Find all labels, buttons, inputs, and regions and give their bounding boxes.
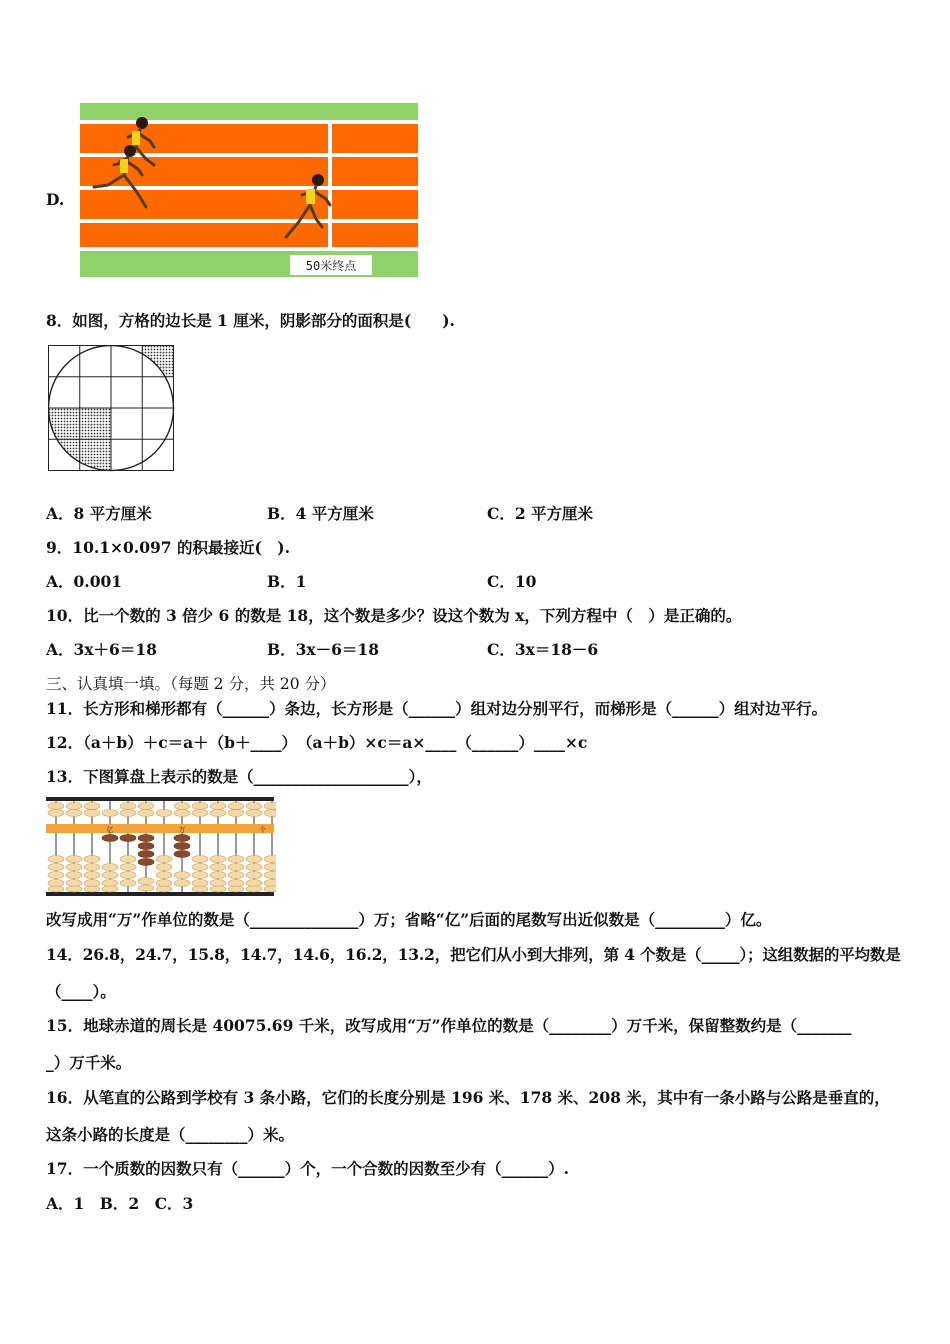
finish-sign-text: 50米终点: [305, 259, 357, 273]
question-14-text: 14．26.8，24.7，15.8，14.7，14.6，16.2，13.2，把它们从小到大排列，第 4 个数是（_____）；这组数据的平均数是: [46, 945, 901, 964]
question-13-text-2: 改写成用“万”作单位的数是（______________）万；省略“亿”后面的尾数写出近似数是（_________）亿。: [46, 910, 772, 929]
lane-3: [80, 190, 328, 219]
q8-option-a: A．8 平方厘米: [46, 504, 152, 523]
q8-option-c: C．2 平方厘米: [487, 504, 594, 523]
question-14-text-2: （____）。: [46, 982, 116, 1001]
abacus-label-yi: 亿: [106, 826, 114, 834]
q10-option-b: B．3x－6＝18: [267, 640, 379, 659]
q10-option-a: A．3x＋6＝18: [46, 640, 157, 659]
grid-circle-figure: [48, 345, 176, 472]
question-17-text: 17．一个质数的因数只有（______）个，一个合数的因数至少有（______）.: [46, 1159, 569, 1178]
question-13-text: 13．下图算盘上表示的数是（____________________），: [46, 767, 432, 786]
q9-option-b: B．1: [267, 572, 307, 591]
abacus-label-ge: 个: [259, 826, 267, 834]
abacus-beam: [46, 824, 274, 833]
question-15-text: 15．地球赤道的周长是 40075.69 千米，改写成用“万”作单位的数是（________）万千米，保留整数约是（_______: [46, 1016, 852, 1035]
question-16-text: 16．从笔直的公路到学校有 3 条小路，它们的长度分别是 196 米、178 米、208 米，其中有一条小路与公路是垂直的，: [46, 1088, 890, 1107]
q9-option-c: C．10: [487, 572, 537, 591]
question-10-text: 10．比一个数的 3 倍少 6 的数是 18，这个数是多少？设这个数为 x，下列方程中（ ）是正确的。: [46, 606, 742, 625]
abacus-figure: [46, 797, 276, 899]
section-3-heading: 三、认真填一填。（每题 2 分，共 20 分）: [46, 675, 336, 693]
question-8-text: 8．如图，方格的边长是 1 厘米，阴影部分的面积是( ).: [46, 311, 455, 330]
lane-1: [80, 124, 328, 153]
question-16-text-2: 这条小路的长度是（________）米。: [46, 1125, 295, 1144]
running-track-figure: [80, 103, 420, 279]
track-top-grass: [80, 103, 418, 120]
q9-option-a: A．0.001: [46, 572, 123, 591]
q10-option-c: C．3x＝18－6: [487, 640, 599, 659]
question-15-text-2: _）万千米。: [46, 1053, 132, 1072]
abacus-label-wan: 万: [178, 826, 186, 834]
question-12-text: 12．（a＋b）＋c＝a＋（b＋____） （a＋b）×c＝a×____（______）____×c: [46, 733, 588, 752]
q8-option-b: B．4 平方厘米: [267, 504, 374, 523]
lane-2: [80, 157, 328, 186]
question-17-options: A．1 B．2 C．3: [46, 1194, 194, 1213]
question-11-text: 11．长方形和梯形都有（______）条边，长方形是（______）组对边分别平行，而梯形是（______）组对边平行。: [46, 699, 828, 718]
question-9-text: 9．10.1×0.097 的积最接近( ).: [46, 538, 291, 557]
option-d-label: D.: [46, 190, 65, 209]
shaded-corner: [142, 345, 173, 376]
lane-4: [80, 223, 328, 247]
